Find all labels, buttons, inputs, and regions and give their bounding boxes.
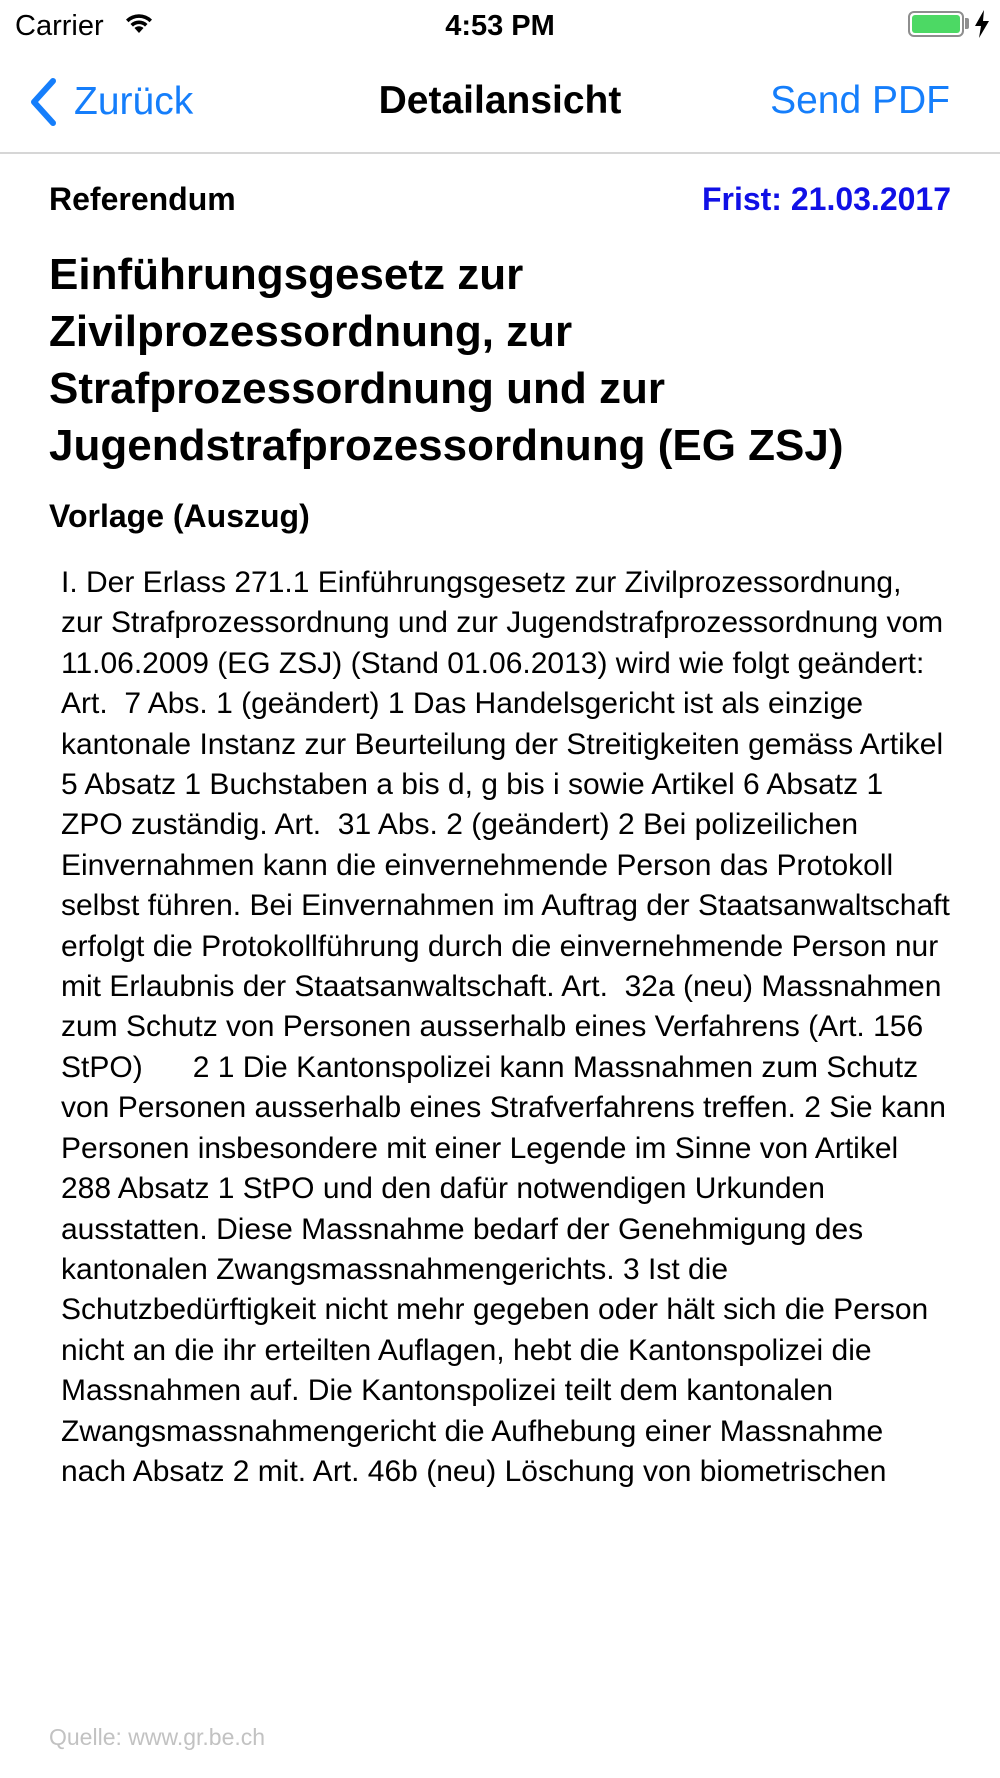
battery-level (912, 15, 960, 33)
source-footnote: Quelle: www.gr.be.ch (49, 1724, 266, 1750)
deadline-label: Frist: 21.03.2017 (701, 181, 951, 217)
page-title: Detailansicht (378, 79, 622, 122)
chevron-left-icon (28, 77, 58, 127)
law-title: Einführungsgesetz zur Zivilprozessordnung, zur Strafprozessordnung und zur Jugendstrafprozessordnung (EG ZSJ) (49, 250, 844, 470)
category-label: Referendum (49, 181, 236, 217)
detail-content (49, 154, 959, 1492)
carrier-label: Carrier (15, 10, 104, 42)
back-button-label: Zurück (74, 80, 194, 123)
send-pdf-button[interactable]: Send PDF (770, 79, 950, 122)
excerpt-text: I. Der Erlass 271.1 Einführungsgesetz zur Zivilprozessordnung, zur Strafprozessordnung und zur Jugendstrafprozessordnung vom 11.06.2009 (EG ZSJ) (Stand 01.06.2013) wird wie folgt geändert: Art. 7 Abs. 1 (geändert) 1 Das Handelsgericht ist als einzige kantonale Instanz zur Beurteilung der Streitigkeiten gemäss Artikel 5 Absatz 1 Buchstaben a bis d, g bis i sowie Artikel 6 Absatz 1 ZPO zuständig. Art. 31 Abs. 2 (geändert) 2 Bei polizeilichen Einvernahmen kann die einvernehmende Person das Protokoll selbst führen. Bei Einvernahmen im Auftrag der Staatsanwaltschaft erfolgt die Protokollführung durch die einvernehmende Person nur mit Erlaubnis der Staatsanwaltschaft. Art. 32a (neu) Massnahmen zum Schutz von Personen ausserhalb eines Verfahrens (Art. 156 StPO) 2 1 Die Kantonspolizei kann Massnahmen zum Schutz von Personen ausserhalb eines Strafverfahrens treffen. 2 Sie kann Personen insbesondere mit einer Legende im Sinne von Artikel 288 Absatz 1 StPO und den dafür notwendigen Urkunden ausstatten. Diese Massnahme bedarf der Genehmigung des kantonalen Zwangsmassnahmengerichts. 3 Ist die Schutzbedürftigkeit nicht mehr gegeben oder hält sich die Person nicht an die ihr erteilten Auflagen, hebt die Kantonspolizei die Massnahmen auf. Die Kantonspolizei teilt dem kantonalen Zwangsmassnahmengericht die Aufhebung einer Massnahme nach Absatz 2 mit. Art. 46b (neu) Löschung von biometrischen (61, 566, 959, 1488)
status-bar (0, 0, 1000, 50)
navigation-bar (0, 50, 1000, 154)
clock: 4:53 PM (445, 10, 555, 42)
section-heading: Vorlage (Auszug) (49, 498, 310, 534)
back-button[interactable] (28, 74, 193, 130)
charging-bolt-icon (974, 10, 990, 38)
battery-nub (965, 18, 969, 29)
battery-icon (908, 11, 964, 37)
meta-row (49, 154, 951, 246)
